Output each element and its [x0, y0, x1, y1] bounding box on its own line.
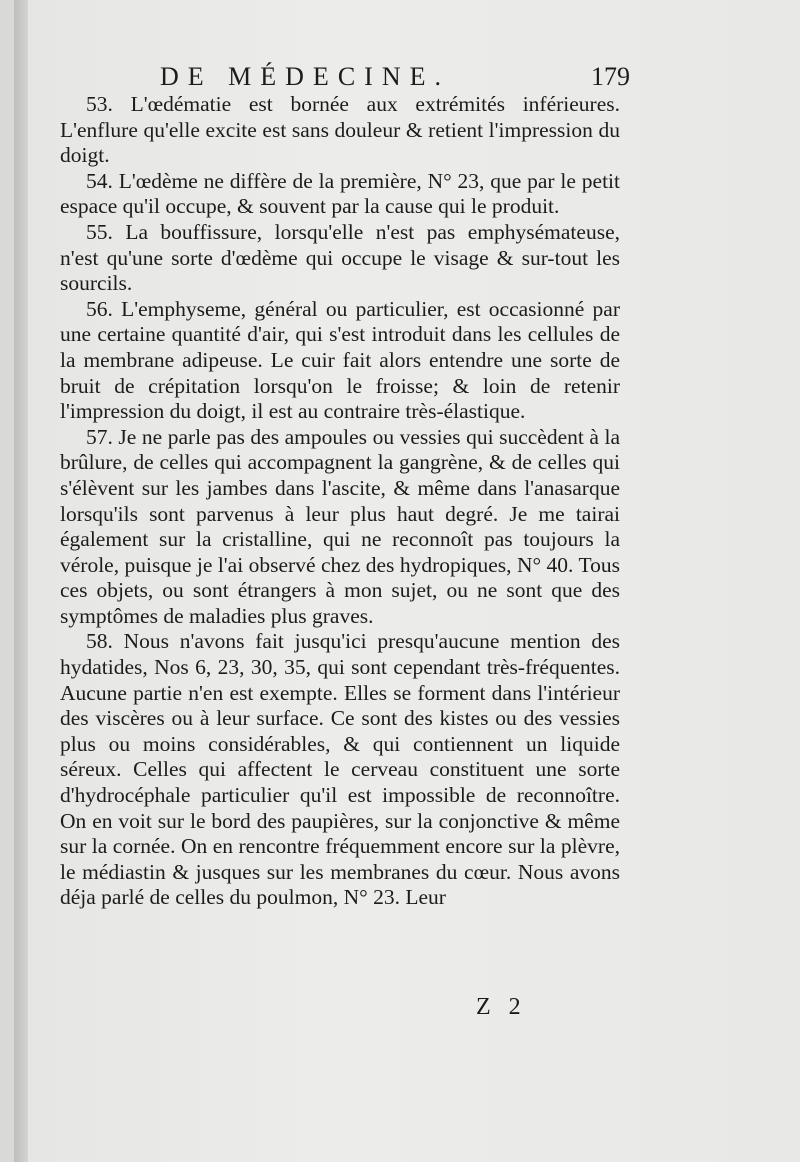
paragraph-56: 56. L'emphyseme, général ou particulier, est occasionné par une certaine quantité d'air, qui s'est introduit dans les cellules de la membrane adipeuse. Le cuir fait alors entendre une sorte de bruit de crépitation lorsqu'on le froisse; & loin de retenir l'impression du doigt, il est au contraire très-élastique.: [60, 296, 620, 424]
running-title: DE MÉDECINE.: [160, 62, 450, 91]
page-number: 179: [591, 62, 630, 91]
paragraph-53: 53. L'œdématie est bornée aux extrémités inférieures. L'enflure qu'elle excite est sans douleur & retient l'impression du doigt.: [60, 92, 620, 168]
paragraph-57: 57. Je ne parle pas des ampoules ou vessies qui succèdent à la brûlure, de celles qui accompagnent la gangrène, & de celles qui s'élèvent sur les jambes dans l'ascite, & même dans l'anasarque lorsqu'ils sont parvenus à leur plus haut degré. Je me tairai également sur la cristalline, qui ne reconnoît pas toujours la vérole, puisque je l'ai observé chez des hydropiques, N° 40. Tous ces objets, ou sont étrangers à mon sujet, ou ne sont que des symptômes de maladies plus graves.: [60, 424, 620, 628]
page-body: [60, 92, 620, 911]
page-header: [160, 62, 630, 94]
paragraph-54: 54. L'œdème ne diffère de la première, N° 23, que par le petit espace qu'il occupe, & souvent par la cause qui le produit.: [60, 168, 620, 219]
binding-edge: [14, 0, 28, 1162]
signature-mark: Z 2: [476, 994, 527, 1020]
paragraph-55: 55. La bouffissure, lorsqu'elle n'est pas emphysémateuse, n'est qu'une sorte d'œdème qui occupe le visage & sur-tout les sourcils.: [60, 219, 620, 296]
paragraph-58: 58. Nous n'avons fait jusqu'ici presqu'aucune mention des hydatides, Nos 6, 23, 30, 35, qui sont cependant très-fréquentes. Aucune partie n'en est exempte. Elles se forment dans l'intérieur des viscères ou à leur surface. Ce sont des kistes ou des vessies plus ou moins considérables, & qui contiennent un liquide séreux. Celles qui affectent le cerveau constituent une sorte d'hydrocéphale particulier qu'il est impossible de reconnoître. On en voit sur le bord des paupières, sur la conjonctive & même sur la cornée. On en rencontre fréquemment encore sur la plèvre, le médiastin & jusques sur les membranes du cœur. Nous avons déja parlé de celles du poulmon, N° 23. Leur: [60, 629, 620, 910]
